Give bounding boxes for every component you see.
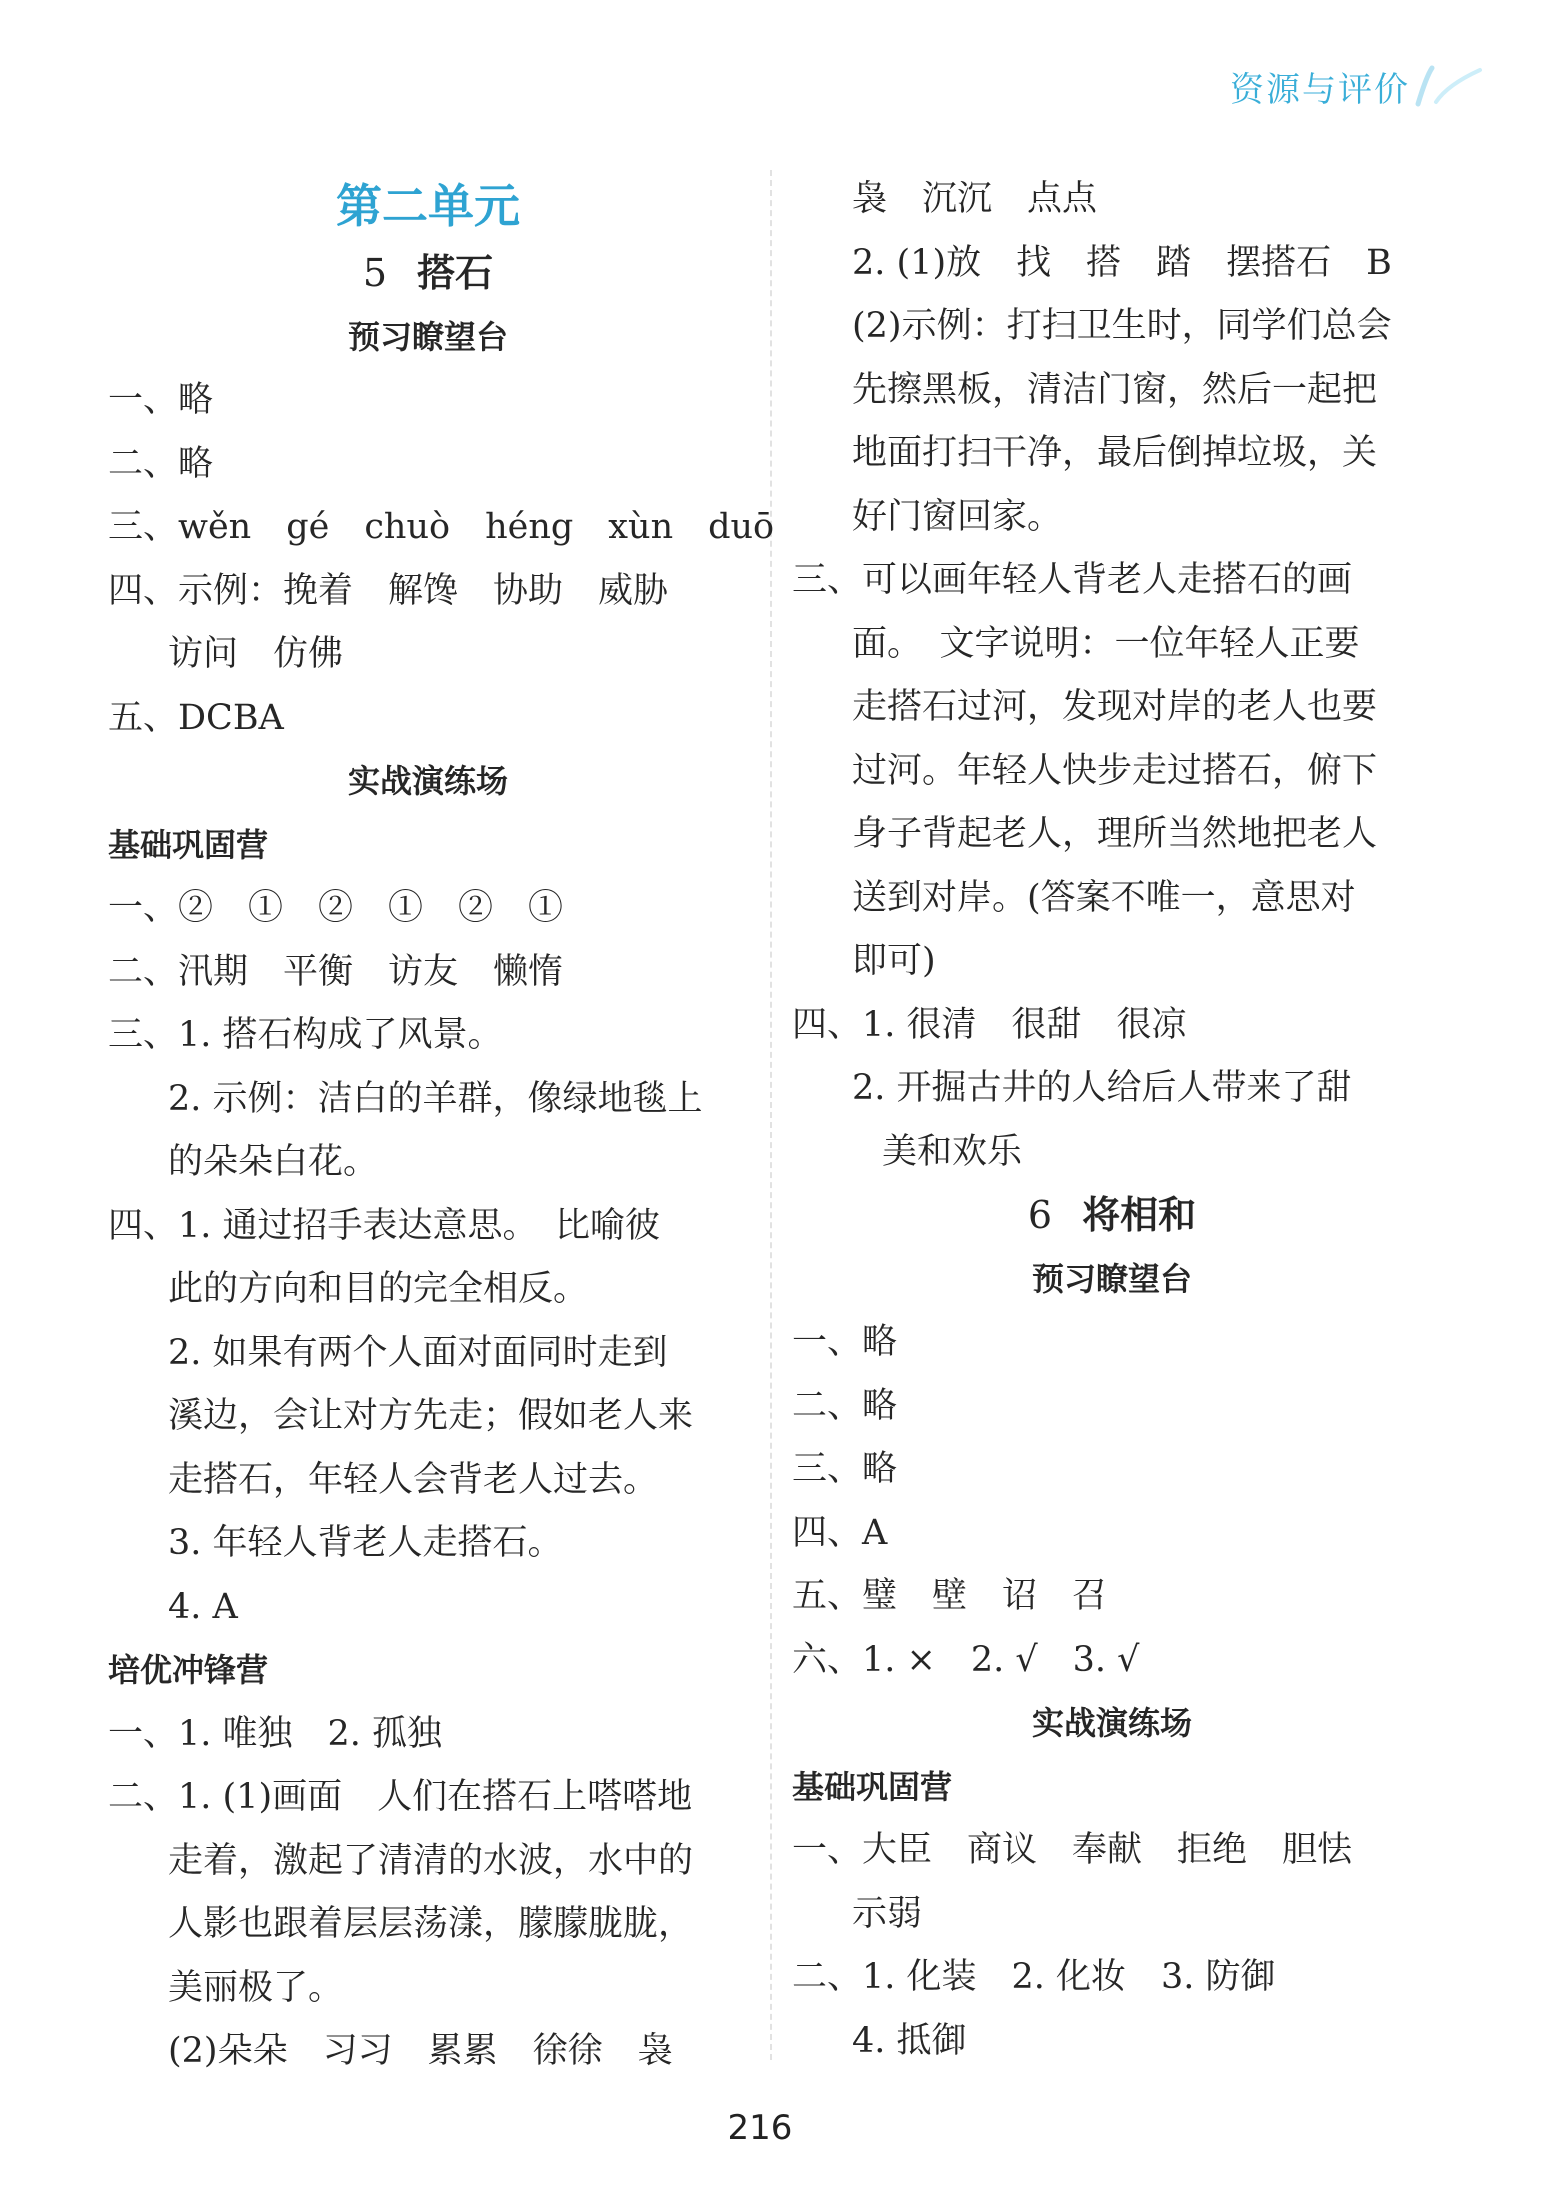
answer-line: 四、示例：挽着 解馋 协助 威胁 [108, 570, 669, 611]
answer-line: 送到对岸。(答案不唯一，意思对 [852, 877, 1356, 918]
answer-line: 的朵朵白花。 [168, 1142, 379, 1182]
answer-line: 2. 示例：洁白的羊群，像绿地毯上 [168, 1078, 703, 1119]
advanced-title: 培优冲锋营 [108, 1651, 269, 1689]
answer-line: 美和欢乐 [882, 1131, 1023, 1172]
lesson-5-number: 5 [362, 251, 388, 295]
answer-line: 2. 开掘古井的人给后人带来了甜 [852, 1068, 1352, 1108]
answer-line: 美丽极了。 [168, 1967, 344, 2008]
answer-line: 走着，激起了清清的水波，水中的 [168, 1840, 694, 1881]
left-column [108, 170, 775, 2084]
answer-line: 六、1. × 2. √ 3. √ [792, 1639, 1140, 1680]
answer-line: 四、1. 通过招手表达意思。 比喻彼 [108, 1205, 661, 1246]
answer-line: 好门窗回家。 [852, 496, 1063, 537]
answer-line: 二、汛期 平衡 访友 懒惰 [108, 951, 564, 992]
answer-line: 五、DCBA [108, 697, 284, 738]
answer-line: 过河。年轻人快步走过搭石，俯下 [852, 750, 1378, 791]
answer-line: 二、1. (1)画面 人们在搭石上嗒嗒地 [108, 1777, 693, 1817]
right-column [792, 168, 1432, 2073]
answer-line: 二、略 [792, 1385, 898, 1426]
answer-line: 人影也跟着层层荡漾，朦朦胧胧， [168, 1904, 694, 1944]
answer-line: 三、可以画年轻人背老人走搭石的画 [792, 560, 1353, 600]
answer-line: 五、璧 壁 诏 召 [792, 1576, 1108, 1616]
column-divider [770, 170, 772, 2060]
answer-line: 一、略 [108, 380, 214, 420]
brush-decoration-icon [1414, 64, 1484, 108]
answer-line: (2)示例：打扫卫生时，同学们总会 [852, 306, 1392, 346]
unit-title: 第二单元 [336, 179, 520, 233]
answer-line: 身子背起老人，理所当然地把老人 [852, 814, 1378, 854]
answer-line: 3. 年轻人背老人走搭石。 [168, 1523, 563, 1563]
lesson-6-title [792, 1184, 1432, 1248]
header-label: 资源与评价 [1230, 70, 1410, 110]
answer-line: 一、1. 唯独 2. 孤独 [108, 1713, 443, 1754]
lesson-6-name: 将相和 [1082, 1193, 1197, 1237]
answer-line: 4. A [168, 1586, 238, 1627]
answer-line: 访问 仿佛 [168, 634, 344, 674]
page-number: 216 [727, 2108, 793, 2148]
answer-line: 袅 沉沉 点点 [852, 179, 1098, 219]
answer-line: 一、大臣 商议 奉献 拒绝 胆怯 [792, 1830, 1353, 1870]
answer-line: 地面打扫干净，最后倒掉垃圾，关 [852, 433, 1378, 473]
preview-title: 预习瞭望台 [347, 317, 508, 356]
answer-line: 一、② ① ② ① ② ① [108, 888, 564, 928]
answer-line: 4. 抵御 [852, 2020, 967, 2061]
answer-line: 2. (1)放 找 搭 踏 摆搭石 B [852, 242, 1392, 283]
basic-title: 基础巩固营 [108, 825, 269, 864]
answer-line: 一、略 [792, 1322, 898, 1362]
lesson-6-number: 6 [1027, 1193, 1053, 1237]
answer-line: 四、A [792, 1512, 888, 1553]
lesson-5-name: 搭石 [417, 251, 494, 295]
answer-line: 即可) [852, 941, 936, 981]
practice-title: 实战演练场 [1031, 1704, 1192, 1742]
answer-line: 三、略 [792, 1449, 898, 1489]
preview-title: 预习瞭望台 [1031, 1259, 1192, 1298]
practice-title: 实战演练场 [347, 762, 508, 800]
answer-line: 溪边，会让对方先走；假如老人来 [168, 1396, 694, 1436]
answer-line: 走搭石过河，发现对岸的老人也要 [852, 687, 1378, 727]
answer-line: 三、wěn gé chuò héng xùn duō [108, 507, 775, 547]
answer-line: 先擦黑板，清洁门窗，然后一起把 [852, 369, 1378, 410]
answer-line: 四、1. 很清 很甜 很凉 [792, 1004, 1187, 1045]
answer-line: 面。 文字说明：一位年轻人正要 [852, 623, 1360, 664]
answer-line: 二、略 [108, 443, 214, 484]
answer-line: 示弱 [852, 1893, 923, 1934]
answer-line: 2. 如果有两个人面对面同时走到 [168, 1332, 668, 1373]
basic-title: 基础巩固营 [792, 1767, 953, 1806]
lesson-5-title [108, 242, 748, 306]
answer-line: (2)朵朵 习习 累累 徐徐 袅 [168, 2031, 673, 2071]
answer-line: 此的方向和目的完全相反。 [168, 1269, 589, 1309]
answer-line: 三、1. 搭石构成了风景。 [108, 1015, 503, 1055]
answer-line: 走搭石，年轻人会背老人过去。 [168, 1459, 659, 1500]
answer-line: 二、1. 化装 2. 化妆 3. 防御 [792, 1957, 1276, 1997]
